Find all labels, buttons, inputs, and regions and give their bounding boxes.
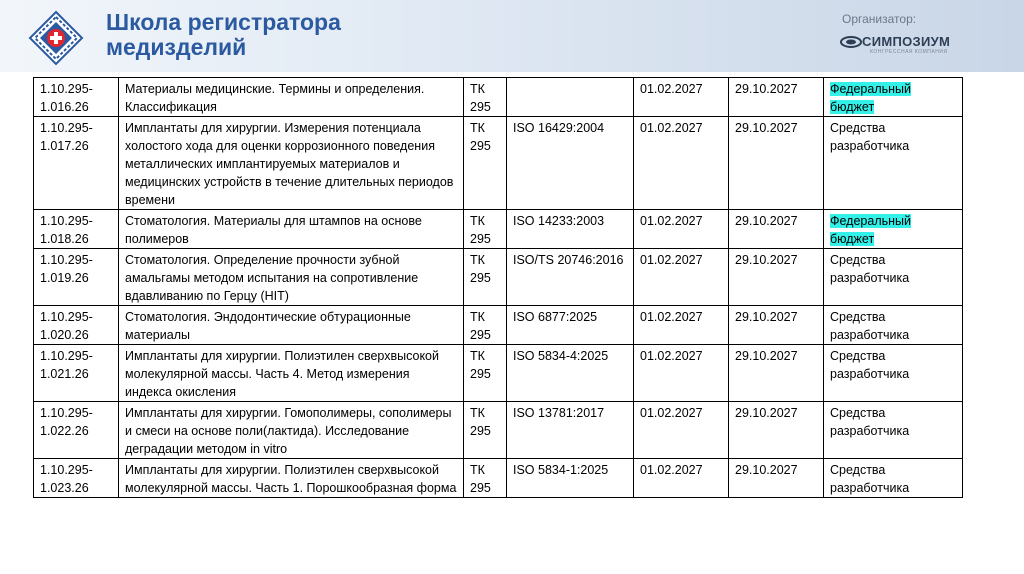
committee-line-1: ТК — [470, 310, 485, 324]
funding-line-2: бюджет — [830, 100, 875, 114]
sponsor-name: СИМПОЗИУМ — [862, 34, 951, 49]
cell-iso: ISO 6877:2025 — [507, 306, 634, 345]
cell-committee — [464, 117, 507, 210]
funding-line-2: разработчика — [830, 481, 910, 495]
cell-code — [34, 210, 119, 249]
cell-code — [34, 78, 119, 117]
cell-funding — [824, 210, 963, 249]
committee-line-2: 295 — [470, 100, 491, 114]
cell-start-date: 01.02.2027 — [634, 117, 729, 210]
cell-funding — [824, 78, 963, 117]
funding-line-2: разработчика — [830, 271, 910, 285]
cell-end-date: 29.10.2027 — [729, 459, 824, 498]
cell-name: Стоматология. Определение прочности зубной амальгамы методом испытания на сопротивление вдавливанию по Герцу (HIT) — [119, 249, 464, 306]
standards-table — [33, 77, 963, 498]
cell-committee — [464, 78, 507, 117]
committee-line-1: ТК — [470, 214, 485, 228]
cell-end-date: 29.10.2027 — [729, 78, 824, 117]
cell-committee — [464, 402, 507, 459]
code-line-1: 1.10.295- — [40, 253, 93, 267]
funding-line-2: разработчика — [830, 328, 910, 342]
committee-line-1: ТК — [470, 463, 485, 477]
cell-funding — [824, 345, 963, 402]
committee-line-1: ТК — [470, 121, 485, 135]
sponsor-logo — [840, 34, 990, 58]
table-row — [34, 402, 963, 459]
code-line-2: 1.020.26 — [40, 328, 89, 342]
cell-name: Имплантаты для хирургии. Полиэтилен сверхвысокой молекулярной массы. Часть 4. Метод измерения индекса окисления — [119, 345, 464, 402]
funding-line-1: Средства — [830, 310, 886, 324]
cell-name: Имплантаты для хирургии. Гомополимеры, сополимеры и смеси на основе поли(лактида). Исследование деградации методом in vitro — [119, 402, 464, 459]
cell-iso: ISO 16429:2004 — [507, 117, 634, 210]
code-line-2: 1.022.26 — [40, 424, 89, 438]
cell-end-date: 29.10.2027 — [729, 117, 824, 210]
sponsor-swirl-icon — [840, 35, 862, 49]
cell-start-date: 01.02.2027 — [634, 459, 729, 498]
funding-line-1: Средства — [830, 253, 886, 267]
funding-line-2: бюджет — [830, 232, 875, 246]
funding-line-2: разработчика — [830, 367, 910, 381]
table-row — [34, 78, 963, 117]
slide-header — [0, 0, 1024, 72]
committee-line-2: 295 — [470, 271, 491, 285]
cell-name: Материалы медицинские. Термины и определения. Классификация — [119, 78, 464, 117]
code-line-1: 1.10.295- — [40, 349, 93, 363]
sponsor-subtitle: КОНГРЕССНАЯ КОМПАНИЯ — [870, 49, 948, 55]
code-line-1: 1.10.295- — [40, 82, 93, 96]
cell-funding — [824, 249, 963, 306]
code-line-2: 1.018.26 — [40, 232, 89, 246]
cell-committee — [464, 306, 507, 345]
title-line-2: медизделий — [106, 34, 247, 60]
funding-line-1: Средства — [830, 349, 886, 363]
funding-line-1: Средства — [830, 463, 886, 477]
cell-iso: ISO/TS 20746:2016 — [507, 249, 634, 306]
table-row — [34, 249, 963, 306]
committee-line-2: 295 — [470, 424, 491, 438]
table-row — [34, 306, 963, 345]
cell-iso: ISO 14233:2003 — [507, 210, 634, 249]
cell-start-date: 01.02.2027 — [634, 402, 729, 459]
cell-end-date: 29.10.2027 — [729, 345, 824, 402]
cell-iso: ISO 5834-4:2025 — [507, 345, 634, 402]
cell-name: Стоматология. Материалы для штампов на основе полимеров — [119, 210, 464, 249]
committee-line-1: ТК — [470, 406, 485, 420]
cell-funding — [824, 402, 963, 459]
code-line-2: 1.016.26 — [40, 100, 89, 114]
cell-end-date: 29.10.2027 — [729, 306, 824, 345]
cell-iso: ISO 5834-1:2025 — [507, 459, 634, 498]
committee-line-1: ТК — [470, 82, 485, 96]
cell-code — [34, 402, 119, 459]
cell-start-date: 01.02.2027 — [634, 210, 729, 249]
funding-line-1: Федеральный — [830, 214, 912, 228]
cell-committee — [464, 459, 507, 498]
cell-code — [34, 306, 119, 345]
committee-line-2: 295 — [470, 232, 491, 246]
cell-code — [34, 459, 119, 498]
committee-line-2: 295 — [470, 367, 491, 381]
funding-line-2: разработчика — [830, 424, 910, 438]
cell-end-date: 29.10.2027 — [729, 210, 824, 249]
organizer-label: Организатор: — [842, 12, 917, 26]
medical-cross-logo-icon — [28, 10, 84, 66]
cell-code — [34, 117, 119, 210]
title-line-1: Школа регистратора — [106, 9, 341, 35]
cell-end-date: 29.10.2027 — [729, 402, 824, 459]
funding-line-2: разработчика — [830, 139, 910, 153]
cell-committee — [464, 345, 507, 402]
code-line-1: 1.10.295- — [40, 406, 93, 420]
code-line-1: 1.10.295- — [40, 463, 93, 477]
code-line-1: 1.10.295- — [40, 121, 93, 135]
cell-start-date: 01.02.2027 — [634, 249, 729, 306]
funding-line-1: Средства — [830, 121, 886, 135]
table-row — [34, 345, 963, 402]
cell-committee — [464, 249, 507, 306]
table-row — [34, 210, 963, 249]
cell-name: Имплантаты для хирургии. Полиэтилен сверхвысокой молекулярной массы. Часть 1. Порошкообразная форма — [119, 459, 464, 498]
code-line-2: 1.017.26 — [40, 139, 89, 153]
cell-code — [34, 345, 119, 402]
committee-line-1: ТК — [470, 253, 485, 267]
code-line-1: 1.10.295- — [40, 214, 93, 228]
cell-code — [34, 249, 119, 306]
cell-funding — [824, 306, 963, 345]
code-line-2: 1.019.26 — [40, 271, 89, 285]
cell-funding — [824, 117, 963, 210]
cell-iso — [507, 78, 634, 117]
funding-line-1: Федеральный — [830, 82, 912, 96]
cell-iso: ISO 13781:2017 — [507, 402, 634, 459]
page-title — [106, 10, 341, 60]
committee-line-2: 295 — [470, 139, 491, 153]
cell-committee — [464, 210, 507, 249]
cell-start-date: 01.02.2027 — [634, 306, 729, 345]
cell-funding — [824, 459, 963, 498]
table-row — [34, 459, 963, 498]
cell-name: Стоматология. Эндодонтические обтурационные материалы — [119, 306, 464, 345]
committee-line-1: ТК — [470, 349, 485, 363]
table-row — [34, 117, 963, 210]
funding-line-1: Средства — [830, 406, 886, 420]
cell-end-date: 29.10.2027 — [729, 249, 824, 306]
code-line-2: 1.023.26 — [40, 481, 89, 495]
cell-start-date: 01.02.2027 — [634, 345, 729, 402]
committee-line-2: 295 — [470, 328, 491, 342]
code-line-1: 1.10.295- — [40, 310, 93, 324]
cell-name: Имплантаты для хирургии. Измерения потенциала холостого хода для оценки коррозионного поведения металлических имплантируемых материалов и медицинских устройств в течение длительных периодов времени — [119, 117, 464, 210]
committee-line-2: 295 — [470, 481, 491, 495]
code-line-2: 1.021.26 — [40, 367, 89, 381]
cell-start-date: 01.02.2027 — [634, 78, 729, 117]
